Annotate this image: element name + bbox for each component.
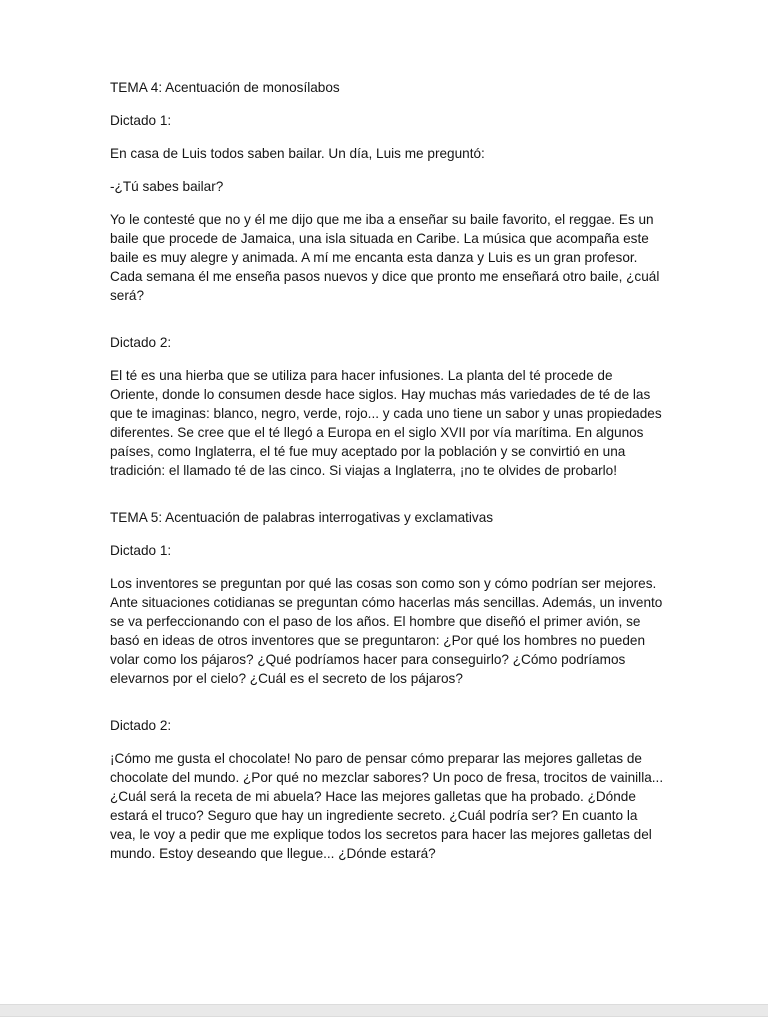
subheading-dictado-1: Dictado 1: <box>110 113 172 128</box>
subheading-dictado-2: Dictado 2: <box>110 718 172 733</box>
paragraph: El té es una hierba que se utiliza para hacer infusiones. La planta del té procede de Oriente, donde lo consumen desde hace siglos. Hay muchas más variedades de té de las que te imaginas: blanco, negro, verde, rojo... y cada uno tiene un sabor y unas propiedades diferentes. Se cree que el té llegó a Europa en el siglo XVII por vía marítima. En algunos países, como Inglaterra, el té fue muy aceptado por la población y se convirtió en una tradición: el llamado té de las cinco. Si viajas a Inglaterra, ¡no te olvides de probarlo! <box>110 368 666 478</box>
next-page-edge <box>0 1017 768 1024</box>
paragraph: Los inventores se preguntan por qué las cosas son como son y cómo podrían ser mejores. Ante situaciones cotidianas se preguntan cómo hacerlas más sencillas. Además, un invento se va perfeccionando con el paso de los años. El hombre que diseñó el primer avión, se basó en ideas de otros inventores que se preguntaron: ¿Por qué los hombres no pueden volar como los pájaros? ¿Qué podríamos hacer para conseguirlo? ¿Cómo podríamos elevarnos por el cielo? ¿Cuál es el secreto de los pájaros? <box>110 576 667 686</box>
paragraph: ¡Cómo me gusta el chocolate! No paro de pensar cómo preparar las mejores galletas de chocolate del mundo. ¿Por qué no mezclar sabores? Un poco de fresa, trocitos de vainilla... ¿Cuál será la receta de mi abuela? Hace las mejores galletas que ha probado. ¿Dónde estará el truco? Seguro que hay un ingrediente secreto. ¿Cuál podría ser? En cuanto la vea, le voy a pedir que me explique todos los secretos para hacer las mejores galletas del mundo. Estoy deseando que llegue... ¿Dónde estará? <box>110 751 667 861</box>
page-gap <box>0 1004 768 1017</box>
section-heading-tema-4: TEMA 4: Acentuación de monosílabos <box>110 80 340 95</box>
section-heading-tema-5: TEMA 5: Acentuación de palabras interrogativas y exclamativas <box>110 510 494 525</box>
subheading-dictado-1: Dictado 1: <box>110 543 172 558</box>
paragraph: En casa de Luis todos saben bailar. Un día, Luis me preguntó: <box>110 146 485 161</box>
subheading-dictado-2: Dictado 2: <box>110 335 172 350</box>
paragraph: -¿Tú sabes bailar? <box>110 179 224 194</box>
paragraph: Yo le contesté que no y él me dijo que me iba a enseñar su baile favorito, el reggae. Es un baile que procede de Jamaica, una isla situada en Caribe. La música que acompaña este baile es muy alegre y animada. A mí me encanta esta danza y Luis es un gran profesor. Cada semana él me enseña pasos nuevos y dice que pronto me enseñará otro baile, ¿cuál será? <box>110 212 664 303</box>
